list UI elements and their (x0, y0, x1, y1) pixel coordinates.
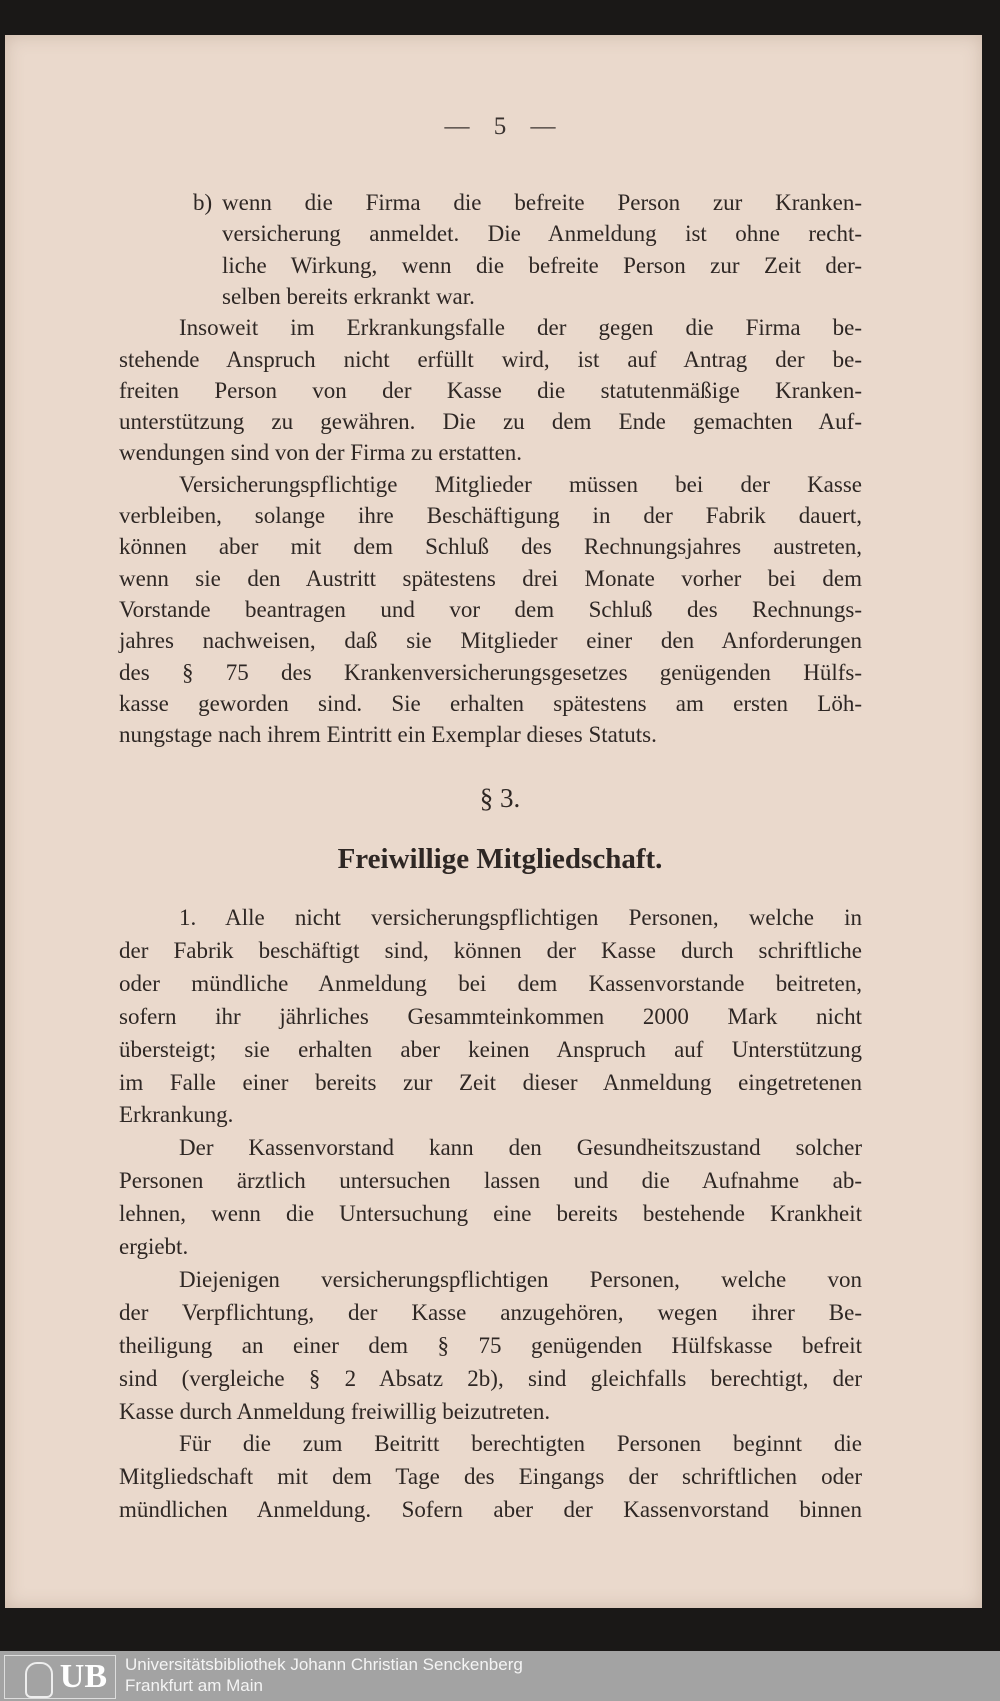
text-line: stehende Anspruch nicht erfüllt wird, ist auf Antrag der be- (119, 346, 862, 372)
text-line: kasse geworden sind. Sie erhalten spätestens am ersten Löh- (119, 690, 862, 716)
text-line: unterstützung zu gewähren. Die zu dem Ende gemachten Auf- (119, 409, 862, 435)
text-line: Personen ärztlich untersuchen lassen und die Aufnahme ab- (119, 1168, 862, 1194)
text-line: theiligung an einer dem § 75 genügenden Hülfskasse befreit (119, 1332, 862, 1358)
text-line: der Fabrik beschäftigt sind, können der Kasse durch schriftliche (119, 937, 862, 963)
text-line: lehnen, wenn die Untersuchung eine bereits bestehende Krankheit (119, 1201, 862, 1227)
text-line: oder mündliche Anmeldung bei dem Kassenvorstande beitreten, (119, 970, 862, 996)
text-line: 1. Alle nicht versicherungspflichtigen Personen, welche in (179, 905, 862, 930)
text-line: Kasse durch Anmeldung freiwillig beizutreten. (119, 1398, 551, 1424)
text-line: freiten Person von der Kasse die statutenmäßige Kranken- (119, 377, 862, 403)
text-line: selben bereits erkrankt war. (222, 283, 475, 309)
footer-location: Frankfurt am Main (125, 1676, 263, 1695)
text-line: übersteigt; sie erhalten aber keinen Anspruch auf Unterstützung (119, 1036, 862, 1062)
text-line: Diejenigen versicherungspflichtigen Personen, welche von (179, 1266, 862, 1292)
text-line: wenn sie den Austritt spätestens drei Monate vorher bei dem (119, 565, 862, 591)
text-line: ergiebt. (119, 1234, 189, 1259)
text-line: sofern ihr jährliches Gesammteinkommen 2000 Mark nicht (119, 1003, 862, 1029)
text-line: Versicherungspflichtige Mitglieder müssen bei der Kasse (179, 471, 862, 497)
footer-library-name: Universitätsbibliothek Johann Christian Senckenberg (125, 1655, 523, 1674)
section-title: Freiwillige Mitgliedschaft. (337, 843, 663, 875)
section-number: § 3. (479, 783, 521, 813)
text-line: der Verpflichtung, der Kasse anzugehören, wegen ihrer Be- (119, 1299, 862, 1325)
text-line: Erkrankung. (119, 1102, 234, 1128)
text-line: nungstage nach ihrem Eintritt ein Exemplar dieses Statuts. (119, 722, 657, 748)
text-line: liche Wirkung, wenn die befreite Person zur Zeit der- (222, 252, 862, 278)
text-line: wenn die Firma die befreite Person zur Kranken- (222, 190, 862, 215)
text-line: verbleiben, solange ihre Beschäftigung in der Fabrik dauert, (119, 503, 862, 528)
text-line: wendungen sind von der Firma zu erstatten. (119, 440, 523, 466)
text-line: jahres nachweisen, daß sie Mitglieder einer den Anforderungen (119, 628, 862, 654)
logo-text: UB (59, 1658, 107, 1695)
text-line: im Falle einer bereits zur Zeit dieser Anmeldung eingetretenen (119, 1069, 862, 1095)
text-line: mündlichen Anmeldung. Sofern aber der Kassenvorstand binnen (119, 1497, 862, 1523)
text-line: sind (vergleiche § 2 Absatz 2b), sind gleichfalls berechtigt, der (119, 1365, 862, 1391)
text-line: versicherung anmeldet. Die Anmeldung ist ohne recht- (222, 221, 862, 247)
ub-logo[interactable] (4, 1655, 116, 1699)
portrait-icon (25, 1662, 53, 1698)
text-line: Vorstande beantragen und vor dem Schluß des Rechnungs- (119, 596, 862, 622)
text-line: Für die zum Beitritt berechtigten Personen beginnt die (179, 1431, 862, 1457)
page-number: — 5 — (444, 113, 556, 140)
text-line: können aber mit dem Schluß des Rechnungsjahres austreten, (119, 534, 862, 560)
library-footer (0, 1651, 1000, 1701)
item-label-b: b) (193, 190, 213, 215)
text-line: Der Kassenvorstand kann den Gesundheitszustand solcher (179, 1135, 862, 1161)
text-line: des § 75 des Krankenversicherungsgesetzes genügenden Hülfs- (119, 659, 862, 685)
text-line: Insoweit im Erkrankungsfalle der gegen die Firma be- (179, 315, 862, 341)
text-line: Mitgliedschaft mit dem Tage des Eingangs der schriftlichen oder (119, 1464, 862, 1490)
